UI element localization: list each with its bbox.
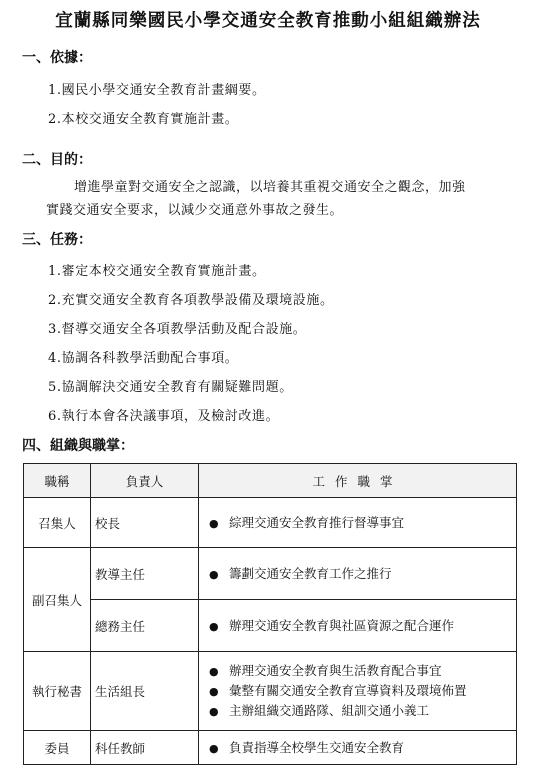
- duties-cell: [199, 548, 517, 600]
- bullet-icon: ●: [209, 567, 219, 581]
- table-row: [24, 498, 517, 548]
- duty-item: [203, 701, 512, 721]
- duty-item: [203, 681, 512, 701]
- duty-text: 籌劃交通安全教育工作之推行: [229, 565, 392, 581]
- duties-cell: [199, 600, 517, 652]
- bullet-icon: ●: [209, 665, 219, 678]
- duty-text: 綜理交通安全教育推行督導事宜: [229, 514, 405, 530]
- duties-cell: [199, 731, 517, 765]
- duties-cell: [199, 498, 517, 548]
- organization-table: [23, 463, 517, 765]
- table-header-row: [24, 464, 517, 498]
- bullet-icon: ●: [209, 516, 219, 530]
- basis-item-1: 1.國民小學交通安全教育計畫綱要。: [48, 83, 266, 98]
- header-duties: 工作職掌: [199, 464, 517, 498]
- document-title: 宜蘭縣同樂國民小學交通安全教育推動小組組織辦法: [55, 11, 481, 31]
- purpose-line-1: 增進學童對交通安全之認識，以培養其重視交通安全之觀念，加強: [74, 180, 466, 195]
- task-item-3: 3.督導交通安全各項教學活動及配合設施。: [48, 322, 307, 337]
- section-purpose-heading: 二、目的：: [22, 152, 92, 168]
- duty-item: [203, 616, 512, 636]
- duty-item: [203, 661, 512, 681]
- person-cell: 生活組長: [91, 652, 199, 731]
- table-row: [24, 600, 517, 652]
- duty-text: 辦理交通安全教育與生活教育配合事宜: [229, 663, 442, 678]
- person-cell: 科任教師: [91, 731, 199, 765]
- bullet-icon: ●: [209, 685, 219, 698]
- header-role: 職稱: [24, 464, 91, 498]
- basis-item-2: 2.本校交通安全教育實施計畫。: [48, 112, 239, 127]
- role-cell: 委員: [24, 731, 91, 765]
- duty-text: 彙整有關交通安全教育宣導資料及環境佈置: [229, 683, 467, 698]
- task-item-5: 5.協調解決交通安全教育有關疑難問題。: [48, 380, 293, 395]
- purpose-paragraph: [46, 176, 508, 222]
- bullet-icon: ●: [209, 619, 219, 633]
- duty-item: [203, 564, 512, 584]
- table-row: [24, 652, 517, 731]
- role-cell: 召集人: [24, 498, 91, 548]
- duty-item: [203, 738, 512, 758]
- duty-text: 負責指導全校學生交通安全教育: [229, 739, 405, 755]
- section-basis-heading: 一、依據：: [22, 50, 92, 66]
- person-cell: 教導主任: [91, 548, 199, 600]
- header-person: 負責人: [91, 464, 199, 498]
- person-cell: 總務主任: [91, 600, 199, 652]
- purpose-line-2: 實踐交通安全要求，以減少交通意外事故之發生。: [46, 203, 344, 218]
- duties-cell: [199, 652, 517, 731]
- task-item-1: 1.審定本校交通安全教育實施計畫。: [48, 264, 266, 279]
- table-row: [24, 548, 517, 600]
- duty-text: 主辦組織交通路隊、組訓交通小義工: [229, 703, 430, 718]
- task-item-6: 6.執行本會各決議事項，及檢討改進。: [48, 409, 280, 424]
- person-cell: 校長: [91, 498, 199, 548]
- section-organization-heading: 四、組織與職掌：: [22, 438, 134, 454]
- bullet-icon: ●: [209, 705, 219, 718]
- duty-item: [203, 513, 512, 533]
- task-item-2: 2.充實交通安全教育各項教學設備及環境設施。: [48, 293, 334, 308]
- task-item-4: 4.協調各科教學活動配合事項。: [48, 351, 239, 366]
- bullet-icon: ●: [209, 741, 219, 755]
- role-cell: 副召集人: [24, 548, 91, 652]
- section-tasks-heading: 三、任務：: [22, 232, 92, 248]
- role-cell: 執行秘書: [24, 652, 91, 731]
- table-row: [24, 731, 517, 765]
- duty-text: 辦理交通安全教育與社區資源之配合運作: [229, 617, 455, 633]
